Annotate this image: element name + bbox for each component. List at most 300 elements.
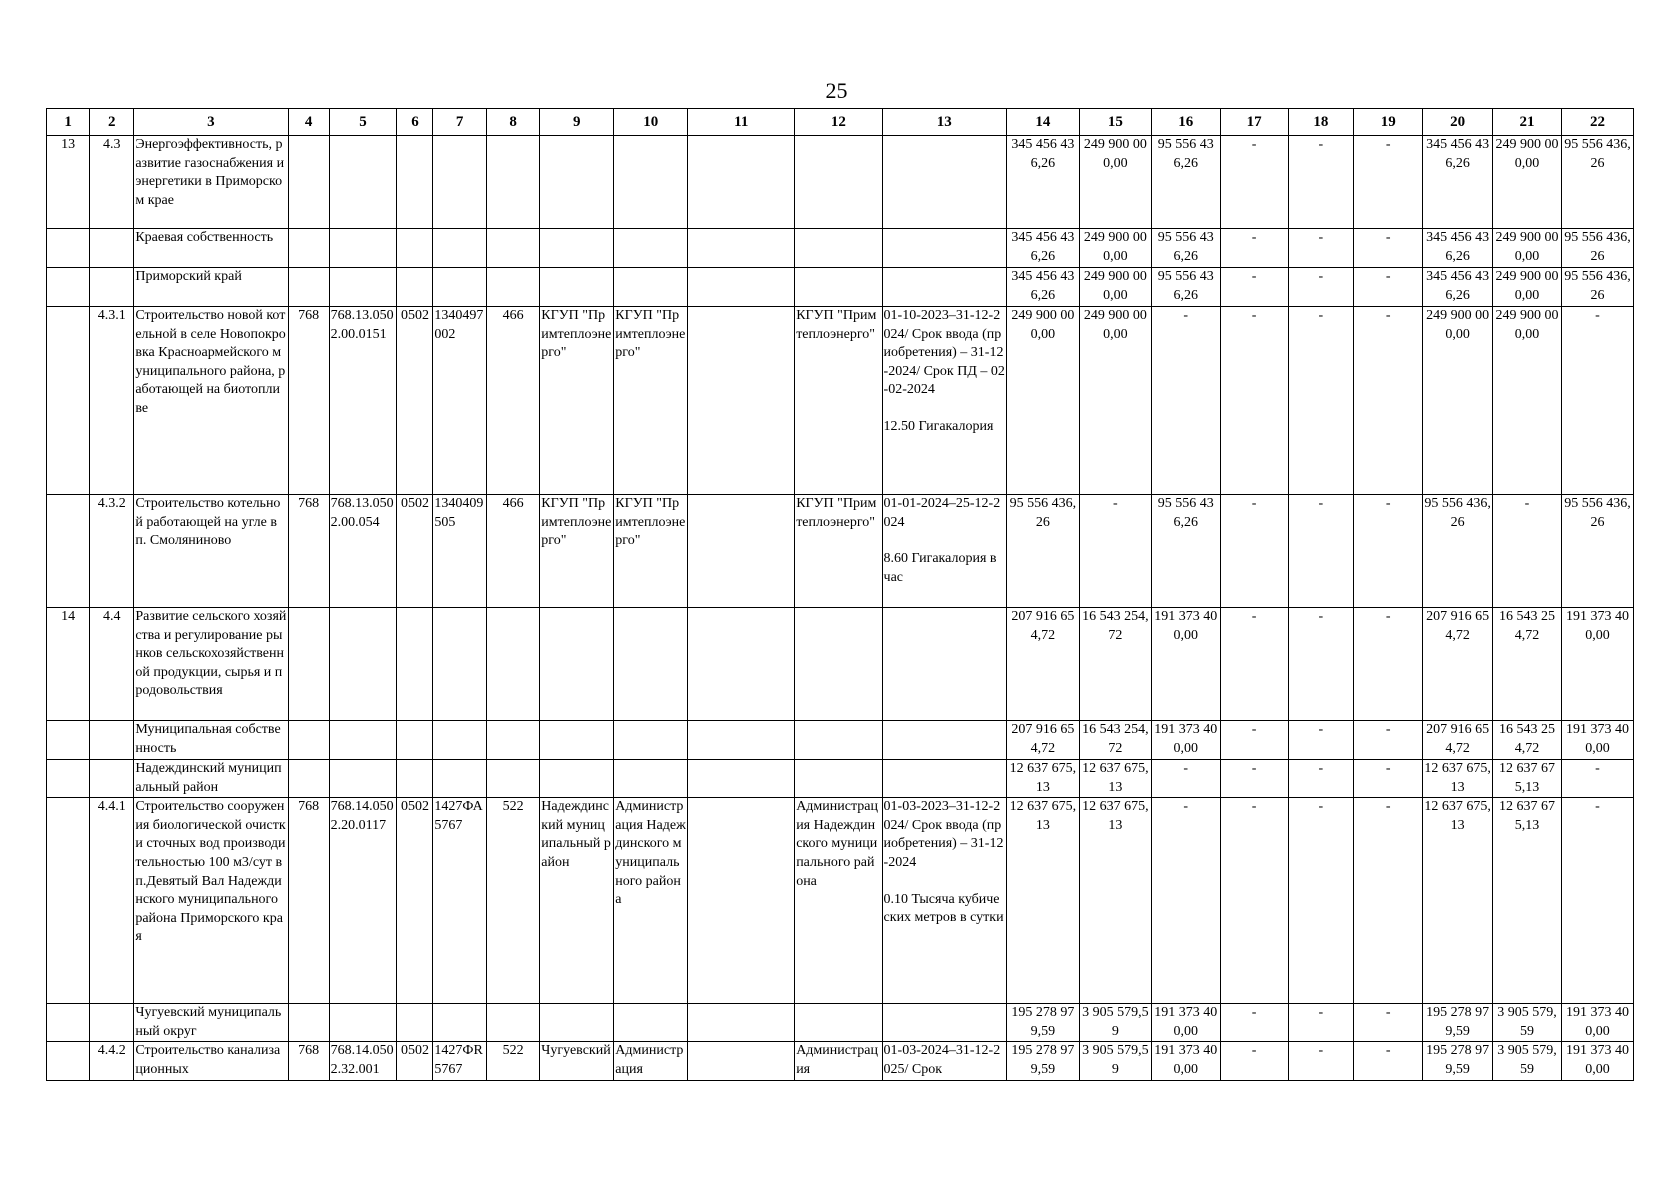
cell-col-20: [1423, 136, 1493, 229]
cell-col-1: [47, 136, 90, 229]
cell-col-5: [329, 798, 397, 1004]
cell-col-6: [397, 1004, 433, 1042]
cell-col-9: [540, 798, 614, 1004]
cell-col-11: [688, 721, 795, 760]
cell-col-22: [1561, 721, 1633, 760]
cell-col-9: [540, 1004, 614, 1042]
cell-col-7: [433, 798, 486, 1004]
investment-table: [46, 108, 1634, 1081]
cell-text: 249 900 000,00: [1083, 269, 1147, 303]
cell-col-11: [688, 136, 795, 229]
cell-col-9: [540, 307, 614, 495]
cell-col-20: [1423, 307, 1493, 495]
column-header-19: 19: [1354, 109, 1423, 136]
cell-col-18: [1288, 798, 1354, 1004]
column-header-16: 16: [1151, 109, 1220, 136]
cell-col-5: [329, 1004, 397, 1042]
cell-text: -: [1385, 137, 1391, 152]
cell-text: 1340409505: [434, 496, 484, 530]
cell-text: 522: [502, 1043, 524, 1059]
cell-col-2: [90, 721, 134, 760]
cell-text: 95 556 436,26: [1564, 496, 1631, 530]
cell-col-18: [1288, 268, 1354, 307]
cell-text: 12 637 675,13: [1009, 799, 1077, 833]
cell-text: -: [1318, 308, 1324, 323]
cell-text: 1340497002: [434, 308, 484, 342]
cell-col-11: [688, 608, 795, 721]
cell-text: 345 456 436,26: [1011, 230, 1075, 264]
cell-col-3: [134, 1004, 288, 1042]
cell-col-15: [1079, 760, 1151, 798]
cell-col-14: [1006, 1004, 1079, 1042]
table-row: [47, 608, 1634, 721]
cell-text: 345 456 436,26: [1426, 269, 1490, 303]
table-row: [47, 229, 1634, 268]
cell-text: 191 373 400,00: [1565, 722, 1629, 756]
cell-text: -: [1113, 496, 1118, 511]
cell-text: 0502: [400, 799, 429, 815]
cell-col-5: [329, 268, 397, 307]
cell-col-22: [1561, 608, 1633, 721]
cell-col-12: [795, 608, 882, 721]
cell-text: -: [1183, 308, 1189, 323]
cell-text: 768: [298, 308, 320, 323]
cell-col-22: [1561, 798, 1633, 1004]
table-row: [47, 307, 1634, 495]
cell-col-22: [1561, 1042, 1633, 1080]
cell-col-17: [1220, 136, 1288, 229]
cell-text: КГУП "Примтеплоэнерго": [615, 308, 686, 361]
page-number: 25: [825, 78, 848, 103]
cell-col-20: [1423, 798, 1493, 1004]
cell-text: -: [1595, 761, 1600, 776]
cell-col-4: [288, 136, 329, 229]
cell-text: -: [1385, 761, 1391, 776]
cell-text: 207 916 654,72: [1011, 722, 1075, 756]
cell-col-15: [1079, 608, 1151, 721]
cell-col-9: [540, 760, 614, 798]
column-header-3: 3: [134, 109, 288, 136]
cell-col-9: [540, 608, 614, 721]
cell-col-13: [882, 798, 1006, 1004]
cell-col-18: [1288, 1042, 1354, 1080]
cell-col-1: [47, 307, 90, 495]
cell-text: Строительство котельной работающей на угле в п. Смоляниново: [135, 496, 281, 549]
cell-col-19: [1354, 268, 1423, 307]
table-row: [47, 1042, 1634, 1080]
column-header-12: 12: [795, 109, 882, 136]
cell-text: -: [1251, 269, 1257, 284]
cell-text: -: [1385, 496, 1391, 511]
cell-text: 4.4.2: [97, 1043, 126, 1059]
cell-col-19: [1354, 229, 1423, 268]
cell-text: КГУП "Примтеплоэнерго": [541, 496, 612, 549]
cell-col-18: [1288, 721, 1354, 760]
cell-col-5: [329, 1042, 397, 1080]
cell-text: Чугуевский муниципальный округ: [135, 1005, 282, 1039]
column-header-1: 1: [47, 109, 90, 136]
cell-col-16: [1151, 721, 1220, 760]
cell-text: 207 916 654,72: [1426, 722, 1490, 756]
cell-col-4: [288, 495, 329, 608]
cell-col-19: [1354, 760, 1423, 798]
cell-col-20: [1423, 1042, 1493, 1080]
cell-text: 345 456 436,26: [1426, 137, 1490, 171]
cell-col-2: [90, 268, 134, 307]
cell-col-16: [1151, 798, 1220, 1004]
cell-col-3: [134, 1042, 288, 1080]
cell-col-3: [134, 798, 288, 1004]
cell-col-7: [433, 136, 486, 229]
cell-col-21: [1493, 721, 1562, 760]
cell-col-2: [90, 136, 134, 229]
cell-col-8: [486, 307, 539, 495]
column-header-6: 6: [397, 109, 433, 136]
cell-text: -: [1251, 609, 1257, 624]
cell-text: 4.4.1: [97, 799, 126, 815]
cell-col-5: [329, 760, 397, 798]
cell-col-16: [1151, 1042, 1220, 1080]
cell-col-19: [1354, 495, 1423, 608]
cell-col-19: [1354, 608, 1423, 721]
cell-text: 191 373 400,00: [1565, 1043, 1629, 1077]
column-header-10: 10: [614, 109, 688, 136]
cell-text: 768.14.0502.20.0117: [330, 799, 394, 833]
cell-col-13: [882, 608, 1006, 721]
cell-col-4: [288, 608, 329, 721]
cell-text: 95 556 436,26: [1564, 137, 1631, 171]
cell-col-17: [1220, 608, 1288, 721]
table-row: [47, 721, 1634, 760]
cell-text: КГУП "Примтеплоэнерго": [796, 496, 877, 530]
cell-col-6: [397, 721, 433, 760]
cell-text: -: [1251, 496, 1257, 511]
cell-col-10: [614, 1042, 688, 1080]
cell-text: 95 556 436,26: [1564, 269, 1631, 303]
cell-text: Строительство канализационных: [135, 1043, 281, 1077]
cell-col-10: [614, 229, 688, 268]
cell-text: 249 900 000,00: [1495, 230, 1559, 264]
cell-col-7: [433, 268, 486, 307]
cell-text: 466: [502, 496, 524, 511]
cell-text: -: [1318, 609, 1324, 624]
cell-text: 191 373 400,00: [1565, 1005, 1629, 1039]
cell-col-12: [795, 721, 882, 760]
cell-col-16: [1151, 136, 1220, 229]
cell-text: 12 637 675,13: [1498, 761, 1555, 795]
cell-col-8: [486, 136, 539, 229]
cell-col-18: [1288, 608, 1354, 721]
cell-text: 0502: [400, 308, 429, 323]
cell-text: 345 456 436,26: [1426, 230, 1490, 264]
cell-col-16: [1151, 268, 1220, 307]
cell-text: 12 637 675,13: [1498, 799, 1555, 833]
cell-text: 768: [298, 1043, 320, 1059]
cell-text: -: [1385, 269, 1391, 284]
cell-col-9: [540, 229, 614, 268]
cell-text: Администрация: [796, 1043, 878, 1077]
cell-col-20: [1423, 721, 1493, 760]
cell-text: Чугуевский: [541, 1043, 611, 1059]
cell-col-10: [614, 268, 688, 307]
cell-text: -: [1251, 230, 1257, 245]
cell-col-8: [486, 229, 539, 268]
cell-col-13: [882, 229, 1006, 268]
cell-text: 12 637 675,13: [1009, 761, 1077, 795]
cell-col-19: [1354, 798, 1423, 1004]
cell-text: -: [1183, 799, 1189, 815]
cell-col-20: [1423, 229, 1493, 268]
cell-text: Развитие сельского хозяйства и регулирование рынков сельскохозяйственной продукции, сырья и продовольствия: [135, 609, 287, 699]
cell-col-2: [90, 798, 134, 1004]
cell-text: 1427ФА5767: [434, 799, 483, 833]
cell-text: 191 373 400,00: [1154, 1005, 1218, 1039]
cell-col-1: [47, 268, 90, 307]
cell-col-7: [433, 1042, 486, 1080]
cell-col-10: [614, 1004, 688, 1042]
cell-col-9: [540, 268, 614, 307]
cell-col-18: [1288, 136, 1354, 229]
cell-text: 768.14.0502.32.001: [330, 1043, 394, 1077]
cell-text: -: [1385, 1005, 1391, 1021]
cell-text: 4.3: [103, 137, 121, 152]
cell-col-14: [1006, 495, 1079, 608]
cell-text: -: [1385, 308, 1391, 323]
table-row: [47, 760, 1634, 798]
cell-col-12: [795, 798, 882, 1004]
cell-text: 0502: [400, 1043, 429, 1059]
cell-text: 12 637 675,13: [1424, 761, 1491, 795]
cell-text: -: [1318, 496, 1324, 511]
cell-text: -: [1524, 496, 1530, 511]
cell-text: 3 905 579,59: [1497, 1005, 1557, 1039]
cell-col-14: [1006, 760, 1079, 798]
cell-col-9: [540, 721, 614, 760]
cell-col-15: [1079, 229, 1151, 268]
cell-col-11: [688, 1004, 795, 1042]
cell-col-17: [1220, 1004, 1288, 1042]
cell-col-8: [486, 760, 539, 798]
cell-col-2: [90, 760, 134, 798]
cell-text: 16 543 254,72: [1082, 609, 1149, 643]
column-header-9: 9: [540, 109, 614, 136]
cell-col-5: [329, 229, 397, 268]
cell-text: 249 900 000,00: [1495, 308, 1559, 342]
cell-col-7: [433, 229, 486, 268]
cell-text: 14: [61, 609, 76, 624]
cell-col-1: [47, 1004, 90, 1042]
cell-col-13: [882, 307, 1006, 495]
cell-text: 12 637 675,13: [1424, 799, 1491, 833]
cell-col-8: [486, 798, 539, 1004]
cell-text: КГУП "Примтеплоэнерго": [796, 308, 877, 342]
column-header-7: 7: [433, 109, 486, 136]
cell-col-17: [1220, 268, 1288, 307]
cell-text: 249 900 000,00: [1011, 308, 1075, 342]
cell-text: Строительство новой котельной в селе Новопокровка Красноармейского муниципального района, работающей на биотопливе: [135, 308, 286, 416]
capacity-text: 12.50 Гигакалория: [883, 418, 994, 434]
cell-col-14: [1006, 608, 1079, 721]
cell-col-14: [1006, 229, 1079, 268]
cell-col-3: [134, 307, 288, 495]
cell-text: -: [1385, 230, 1391, 245]
cell-col-16: [1151, 307, 1220, 495]
cell-col-22: [1561, 495, 1633, 608]
cell-col-15: [1079, 268, 1151, 307]
column-header-21: 21: [1493, 109, 1562, 136]
cell-col-22: [1561, 229, 1633, 268]
cell-col-6: [397, 495, 433, 608]
cell-text: 1427ФR5767: [434, 1043, 483, 1077]
cell-text: -: [1318, 1005, 1324, 1021]
column-header-8: 8: [486, 109, 539, 136]
cell-text: Строительство сооружения биологической очистки сточных вод производительностью 100 м3/сут в п.Девятый Вал Надеждинского муниципального района Приморского края: [135, 799, 286, 945]
cell-col-18: [1288, 495, 1354, 608]
cell-col-19: [1354, 307, 1423, 495]
cell-text: 3 905 579,59: [1497, 1043, 1557, 1077]
cell-col-13: [882, 760, 1006, 798]
cell-text: Администрация Надеждинского муниципального района: [615, 799, 686, 908]
cell-text: 195 278 979,59: [1426, 1005, 1490, 1039]
cell-col-4: [288, 1004, 329, 1042]
table-row: [47, 136, 1634, 229]
cell-text: 191 373 400,00: [1154, 722, 1218, 756]
cell-col-13: [882, 721, 1006, 760]
cell-col-9: [540, 136, 614, 229]
cell-col-17: [1220, 760, 1288, 798]
cell-col-18: [1288, 229, 1354, 268]
cell-text: 195 278 979,59: [1011, 1005, 1075, 1039]
table-row: [47, 268, 1634, 307]
cell-col-8: [486, 721, 539, 760]
cell-col-10: [614, 495, 688, 608]
column-header-11: 11: [688, 109, 795, 136]
cell-col-5: [329, 608, 397, 721]
cell-text: 95 556 436,26: [1157, 137, 1214, 171]
cell-text: 12 637 675,13: [1082, 761, 1149, 795]
capacity-text: 0.10 Тысяча кубических метров в сутки: [883, 891, 1004, 926]
cell-text: 4.4: [103, 609, 121, 624]
cell-col-21: [1493, 136, 1562, 229]
cell-col-15: [1079, 1004, 1151, 1042]
cell-text: КГУП "Примтеплоэнерго": [541, 308, 612, 361]
cell-col-2: [90, 229, 134, 268]
cell-col-12: [795, 760, 882, 798]
cell-col-2: [90, 1042, 134, 1080]
cell-col-22: [1561, 760, 1633, 798]
cell-col-3: [134, 268, 288, 307]
cell-col-21: [1493, 1042, 1562, 1080]
cell-col-13: [882, 136, 1006, 229]
cell-col-22: [1561, 136, 1633, 229]
cell-text: -: [1318, 761, 1324, 776]
cell-text: -: [1385, 799, 1391, 815]
cell-text: -: [1251, 1005, 1257, 1021]
cell-col-17: [1220, 798, 1288, 1004]
cell-col-4: [288, 760, 329, 798]
cell-col-12: [795, 1004, 882, 1042]
column-header-2: 2: [90, 109, 134, 136]
cell-col-7: [433, 721, 486, 760]
cell-col-5: [329, 307, 397, 495]
cell-col-15: [1079, 136, 1151, 229]
cell-text: 95 556 436,26: [1157, 230, 1214, 264]
cell-text: -: [1595, 799, 1600, 815]
cell-col-11: [688, 1042, 795, 1080]
cell-text: 249 900 000,00: [1083, 230, 1147, 264]
cell-col-9: [540, 1042, 614, 1080]
cell-text: -: [1318, 722, 1324, 737]
cell-col-11: [688, 760, 795, 798]
cell-col-6: [397, 307, 433, 495]
cell-text: 768.13.0502.00.0151: [330, 308, 394, 342]
cell-col-2: [90, 495, 134, 608]
table-row: [47, 1004, 1634, 1042]
cell-col-10: [614, 608, 688, 721]
cell-col-3: [134, 608, 288, 721]
cell-text: Администрация Надеждинского муниципального района: [796, 799, 878, 889]
cell-col-12: [795, 136, 882, 229]
cell-col-1: [47, 798, 90, 1004]
cell-col-11: [688, 495, 795, 608]
cell-text: -: [1595, 308, 1600, 323]
cell-text: 12 637 675,13: [1082, 799, 1149, 833]
cell-col-1: [47, 608, 90, 721]
cell-text: 95 556 436,26: [1009, 496, 1077, 530]
cell-col-4: [288, 1042, 329, 1080]
cell-col-21: [1493, 760, 1562, 798]
cell-text: -: [1318, 799, 1324, 815]
cell-col-13: [882, 1042, 1006, 1080]
cell-col-19: [1354, 136, 1423, 229]
cell-text: 191 373 400,00: [1154, 1043, 1218, 1077]
cell-col-17: [1220, 721, 1288, 760]
cell-col-15: [1079, 721, 1151, 760]
cell-text: 191 373 400,00: [1565, 609, 1629, 643]
cell-text: Надеждинский муниципальный район: [541, 799, 611, 870]
cell-col-6: [397, 229, 433, 268]
cell-col-22: [1561, 307, 1633, 495]
cell-col-6: [397, 798, 433, 1004]
cell-text: 3 905 579,59: [1082, 1005, 1149, 1039]
cell-col-21: [1493, 229, 1562, 268]
cell-col-18: [1288, 760, 1354, 798]
cell-text: 4.3.2: [97, 496, 126, 511]
cell-col-11: [688, 268, 795, 307]
cell-col-3: [134, 495, 288, 608]
cell-col-7: [433, 760, 486, 798]
cell-col-12: [795, 268, 882, 307]
cell-col-21: [1493, 798, 1562, 1004]
cell-col-16: [1151, 760, 1220, 798]
cell-col-4: [288, 798, 329, 1004]
cell-text: КГУП "Примтеплоэнерго": [615, 496, 686, 549]
cell-col-18: [1288, 307, 1354, 495]
cell-text: 768: [298, 496, 320, 511]
cell-text: 0502: [400, 496, 429, 511]
cell-col-16: [1151, 1004, 1220, 1042]
cell-col-7: [433, 608, 486, 721]
cell-col-12: [795, 1042, 882, 1080]
cell-col-21: [1493, 307, 1562, 495]
cell-text: 13: [61, 137, 76, 152]
cell-text: 16 543 254,72: [1498, 722, 1555, 756]
column-header-15: 15: [1079, 109, 1151, 136]
cell-col-20: [1423, 1004, 1493, 1042]
cell-text: 207 916 654,72: [1011, 609, 1075, 643]
cell-col-22: [1561, 268, 1633, 307]
cell-col-14: [1006, 136, 1079, 229]
